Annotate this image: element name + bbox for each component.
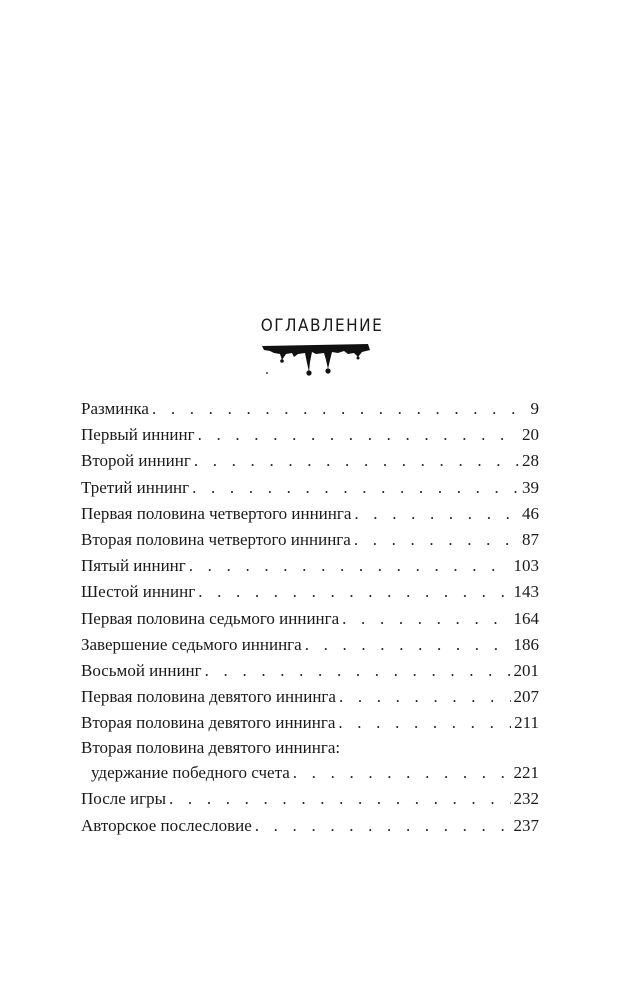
toc-entry-page: 103 xyxy=(513,556,539,576)
toc-entry[interactable] xyxy=(81,527,539,553)
toc-entry-title: Вторая половина девятого иннинга: xyxy=(81,738,341,758)
toc-entry-page: 46 xyxy=(522,503,539,523)
toc-entry[interactable] xyxy=(81,736,539,786)
toc-entry-page: 164 xyxy=(513,608,539,628)
toc-entry-title: Второй иннинг xyxy=(81,451,191,471)
toc-entry[interactable] xyxy=(81,786,539,812)
dot-leader xyxy=(339,684,511,710)
toc-entry-page: 87 xyxy=(522,529,539,549)
toc-entry-page: 28 xyxy=(522,451,539,471)
toc-entry-title: Шестой иннинг xyxy=(81,582,196,602)
toc-entry[interactable] xyxy=(81,448,539,474)
toc-entry[interactable] xyxy=(81,813,539,839)
toc-entry-page: 143 xyxy=(513,582,539,602)
toc-entry[interactable] xyxy=(81,606,539,632)
toc-entry[interactable] xyxy=(81,684,539,710)
dot-leader xyxy=(342,606,510,632)
ink-drip-ornament xyxy=(258,336,374,376)
dot-leader xyxy=(255,813,511,839)
toc-entry[interactable] xyxy=(81,475,539,501)
toc-entry[interactable] xyxy=(81,422,539,448)
toc-entry[interactable] xyxy=(81,579,539,605)
toc-entry[interactable] xyxy=(81,553,539,579)
toc-entry-page: 186 xyxy=(513,634,539,654)
toc-entry[interactable] xyxy=(81,632,539,658)
toc-entry[interactable] xyxy=(81,501,539,527)
toc-entry-page: 39 xyxy=(522,477,539,497)
toc-entry-title: Вторая половина четвертого иннинга xyxy=(81,529,351,549)
dot-leader xyxy=(354,501,519,527)
toc-entry-page: 9 xyxy=(530,399,539,418)
dot-leader xyxy=(194,448,519,474)
toc-entry-page: 232 xyxy=(513,789,539,809)
dot-leader xyxy=(205,658,511,684)
dot-leader xyxy=(305,632,511,658)
dot-leader xyxy=(189,553,511,579)
dot-leader xyxy=(293,760,511,786)
toc-entry[interactable] xyxy=(81,658,539,684)
toc-list xyxy=(81,396,539,839)
toc-entry-title: Первая половина девятого иннинга xyxy=(81,687,336,707)
toc-entry-title: Авторское послесловие xyxy=(81,815,252,835)
toc-entry-title: После игры xyxy=(81,789,167,809)
toc-entry-title: Первая половина седьмого иннинга xyxy=(81,608,340,628)
toc-entry-title: Третий иннинг xyxy=(81,477,190,497)
toc-heading: ОГЛАВЛЕНИЕ xyxy=(260,316,384,336)
dot-leader xyxy=(338,710,511,736)
dot-leader xyxy=(152,396,528,422)
toc-entry[interactable] xyxy=(81,396,539,422)
dot-leader xyxy=(354,527,519,553)
toc-entry-page: 237 xyxy=(513,815,539,835)
dot-leader xyxy=(192,475,519,501)
toc-entry-title: Завершение седьмого иннинга xyxy=(81,634,302,654)
toc-entry-title: Пятый иннинг xyxy=(81,556,186,576)
dot-leader xyxy=(198,422,519,448)
toc-entry-page: 201 xyxy=(513,660,539,680)
toc-entry-title: Первый иннинг xyxy=(81,425,195,445)
toc-entry-title: Первая половина четвертого иннинга xyxy=(81,503,352,523)
toc-entry[interactable] xyxy=(81,710,539,736)
dot-leader xyxy=(198,579,510,605)
toc-entry-page: 221 xyxy=(513,763,539,783)
toc-entry-title-continued: удержание победного счета xyxy=(91,763,290,783)
toc-entry-page: 207 xyxy=(513,687,539,707)
toc-entry-continuation xyxy=(81,760,539,786)
toc-entry-page: 20 xyxy=(522,425,539,445)
dot-leader xyxy=(169,786,510,812)
toc-entry-title: Вторая половина девятого иннинга xyxy=(81,713,336,733)
toc-entry-title: Разминка xyxy=(81,399,149,418)
toc-entry-title: Восьмой иннинг xyxy=(81,660,202,680)
toc-entry-page: 211 xyxy=(514,713,539,733)
